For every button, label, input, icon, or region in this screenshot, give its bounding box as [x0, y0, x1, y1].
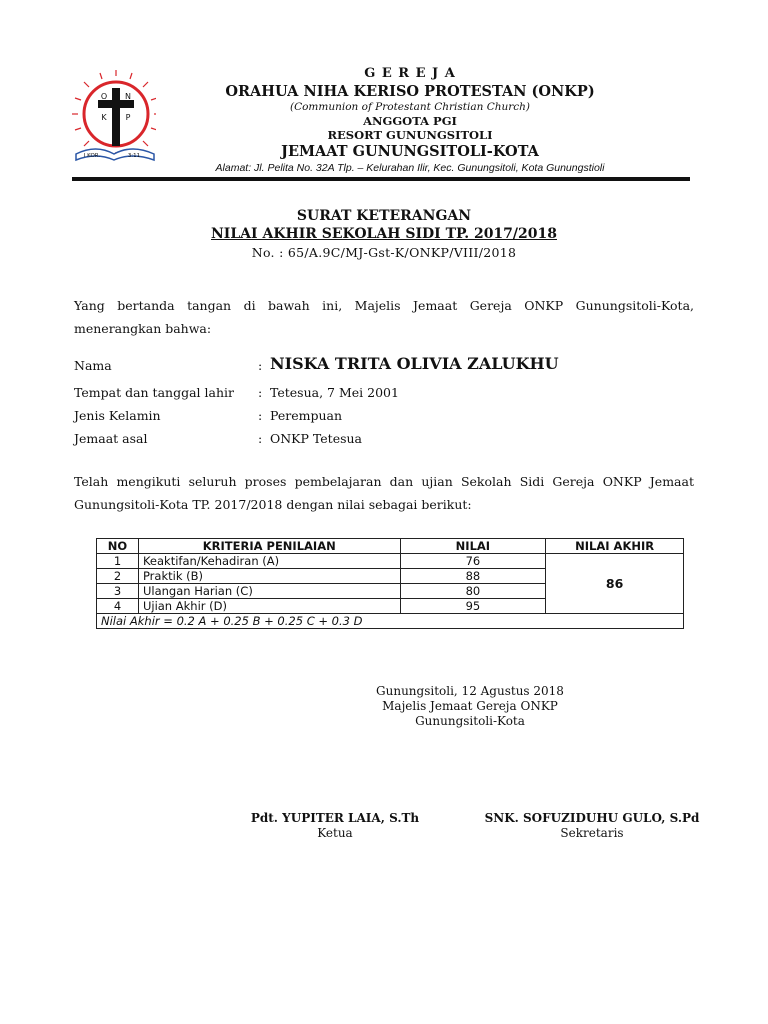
- header-divider: [72, 177, 690, 181]
- row-criteria: Ulangan Harian (C): [138, 584, 400, 599]
- header-member: ANGGOTA PGI: [363, 114, 457, 128]
- signer-1-role: Ketua: [317, 826, 353, 840]
- final-score: 86: [546, 554, 684, 614]
- field-colon-congregation: :: [258, 431, 263, 446]
- row-no: 1: [97, 554, 139, 569]
- row-value: 76: [400, 554, 546, 569]
- field-colon-gender: :: [258, 408, 263, 423]
- header-value: NILAI: [400, 539, 546, 554]
- logo-book-right-text: 3:11: [127, 153, 141, 159]
- body-paragraph: Telah mengikuti seluruh proses pembelajaran dan ujian Sekolah Sidi Gereja ONKP Jemaat Gunungsitoli-Kota TP. 2017/2018 dengan nilai sebagai berikut:: [74, 474, 694, 512]
- formula-row: [97, 614, 684, 629]
- intro-paragraph: Yang bertanda tangan di bawah ini, Majelis Jemaat Gereja ONKP Gunungsitoli-Kota, menerangkan bahwa:: [74, 298, 694, 336]
- logo-letter-k: K: [101, 113, 107, 122]
- closing-body-1: Majelis Jemaat Gereja ONKP: [382, 699, 558, 713]
- field-value-gender: Perempuan: [270, 408, 343, 423]
- row-value: 80: [400, 584, 546, 599]
- row-criteria: Praktik (B): [138, 569, 400, 584]
- header-criteria: KRITERIA PENILAIAN: [138, 539, 400, 554]
- church-logo-icon: [68, 68, 156, 166]
- header-no: NO: [97, 539, 139, 554]
- row-no: 2: [97, 569, 139, 584]
- field-value-name: NISKA TRITA OLIVIA ZALUKHU: [270, 354, 559, 373]
- doc-number: No. : 65/A.9C/MJ-Gst-K/ONKP/VIII/2018: [251, 245, 517, 260]
- header-church-name: ORAHUA NIHA KERISO PROTESTAN (ONKP): [225, 83, 595, 100]
- signer-2-role: Sekretaris: [560, 826, 624, 840]
- header-final: NILAI AKHIR: [546, 539, 684, 554]
- header-congregation: JEMAAT GUNUNGSITOLI-KOTA: [281, 143, 539, 160]
- row-no: 4: [97, 599, 139, 614]
- header-gereja: G E R E J A: [364, 66, 456, 81]
- row-no: 3: [97, 584, 139, 599]
- logo-letter-o: O: [100, 92, 108, 101]
- field-value-birth: Tetesua, 7 Mei 2001: [270, 385, 399, 400]
- row-value: 88: [400, 569, 546, 584]
- logo-letter-p: P: [125, 113, 131, 122]
- logo-book-left-text: I KOR.: [83, 153, 101, 159]
- logo-letter-n: N: [125, 92, 131, 101]
- signer-1-name: Pdt. YUPITER LAIA, S.Th: [250, 811, 420, 825]
- signer-2-name: SNK. SOFUZIDUHU GULO, S.Pd: [484, 811, 700, 825]
- table-header-row: [97, 539, 684, 554]
- field-label-congregation: Jemaat asal: [74, 431, 148, 446]
- header-address: Alamat: Jl. Pelita No. 32A Tlp. – Kelurahan Ilir, Kec. Gunungsitoli, Kota Gunungstioli: [215, 162, 605, 174]
- place-date: Gunungsitoli, 12 Agustus 2018: [376, 684, 564, 698]
- field-label-gender: Jenis Kelamin: [74, 408, 161, 423]
- doc-subtitle: [0, 226, 768, 242]
- grades-table: [96, 538, 684, 629]
- table-row: [97, 554, 684, 569]
- field-colon-name: :: [258, 358, 263, 373]
- field-value-congregation: ONKP Tetesua: [270, 431, 363, 446]
- formula-text: Nilai Akhir = 0.2 A + 0.25 B + 0.25 C + 0.3 D: [97, 614, 684, 629]
- row-criteria: Ujian Akhir (D): [138, 599, 400, 614]
- doc-title: SURAT KETERANGAN: [296, 208, 472, 224]
- header-english-name: (Communion of Protestant Christian Church): [289, 101, 531, 113]
- field-colon-birth: :: [258, 385, 263, 400]
- closing-body-2: Gunungsitoli-Kota: [415, 714, 525, 728]
- doc-subtitle-text: NILAI AKHIR SEKOLAH SIDI TP. 2017/2018: [210, 226, 557, 242]
- row-value: 95: [400, 599, 546, 614]
- field-label-birth: Tempat dan tanggal lahir: [74, 385, 234, 400]
- row-criteria: Keaktifan/Kehadiran (A): [138, 554, 400, 569]
- header-resort: RESORT GUNUNGSITOLI: [327, 128, 493, 142]
- field-label-name: Nama: [74, 358, 112, 373]
